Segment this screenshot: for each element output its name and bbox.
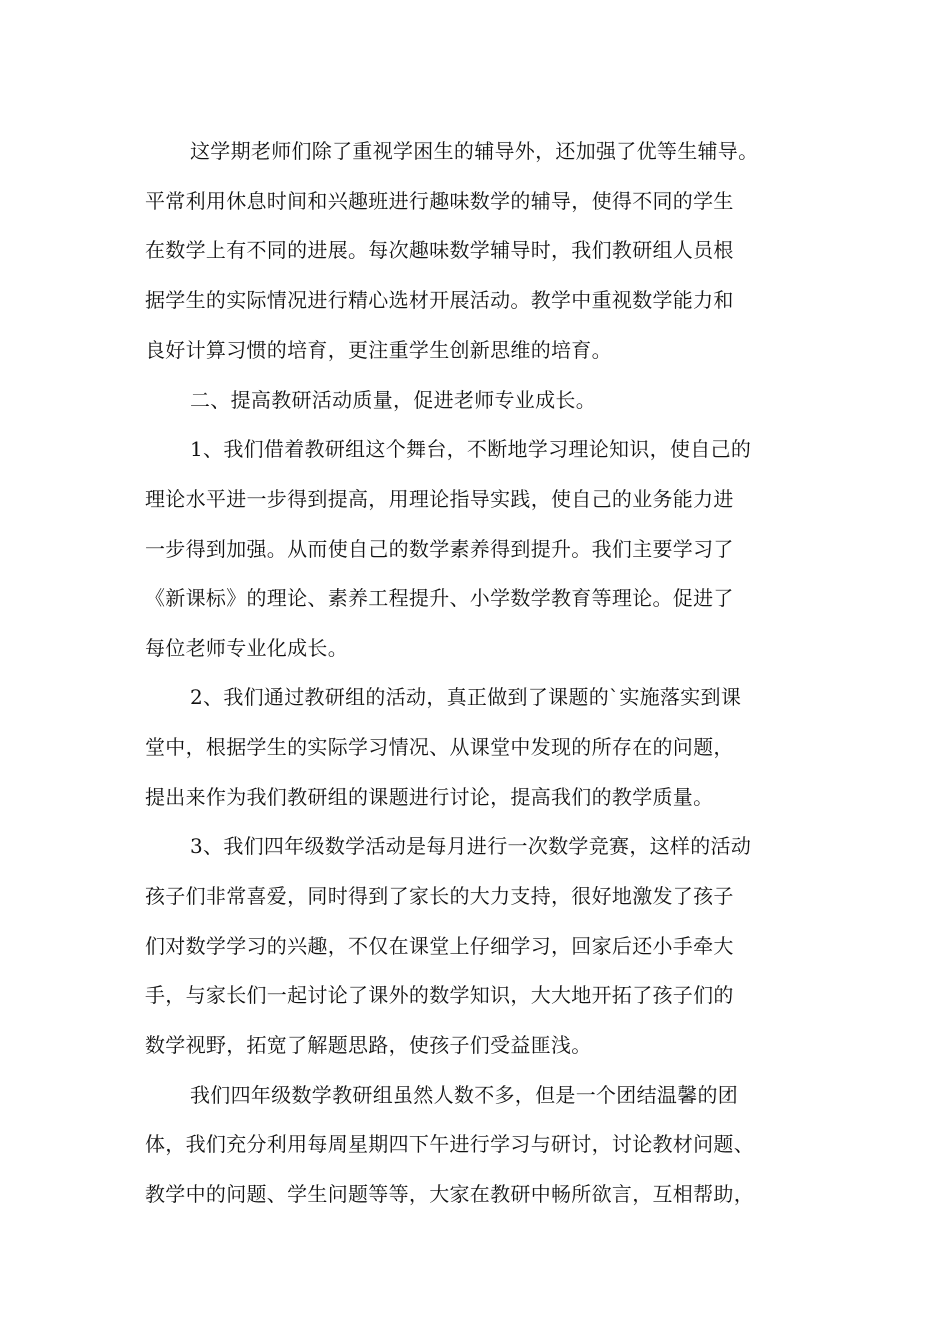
text-line: 一步得到加强。从而使自己的数学素养得到提升。我们主要学习了 <box>145 537 734 561</box>
text-line: 这学期老师们除了重视学困生的辅导外，还加强了优等生辅导。 <box>190 139 759 163</box>
section-heading: 二、提高教研活动质量，促进老师专业成长。 <box>190 388 596 412</box>
text-line: 2、我们通过教研组的活动，真正做到了课题的`实施落实到课 <box>190 685 742 709</box>
text-line: 们对数学学习的兴趣，不仅在课堂上仔细学习，回家后还小手牵大 <box>145 934 734 958</box>
text-line: 平常利用休息时间和兴趣班进行趣味数学的辅导，使得不同的学生 <box>145 189 734 213</box>
text-line: 良好计算习惯的培育，更注重学生创新思维的培育。 <box>145 338 612 362</box>
text-line: 1、我们借着教研组这个舞台，不断地学习理论知识，使自己的 <box>190 437 752 461</box>
text-line: 教学中的问题、学生问题等等，大家在教研中畅所欲言，互相帮助， <box>145 1182 754 1206</box>
text-line: 理论水平进一步得到提高，用理论指导实践，使自己的业务能力进 <box>145 487 734 511</box>
text-line: 据学生的实际情况进行精心选材开展活动。教学中重视数学能力和 <box>145 288 734 312</box>
text-line: 手，与家长们一起讨论了课外的数学知识，大大地开拓了孩子们的 <box>145 983 734 1007</box>
text-line: 数学视野，拓宽了解题思路，使孩子们受益匪浅。 <box>145 1033 592 1057</box>
text-line: 我们四年级数学教研组虽然人数不多，但是一个团结温馨的团 <box>190 1083 739 1107</box>
text-line: 在数学上有不同的进展。每次趣味数学辅导时，我们教研组人员根 <box>145 238 734 262</box>
text-line: 《新课标》的理论、素养工程提升、小学数学教育等理论。促进了 <box>145 586 734 610</box>
text-line: 每位老师专业化成长。 <box>145 636 348 660</box>
text-line: 孩子们非常喜爱，同时得到了家长的大力支持，很好地激发了孩子 <box>145 884 734 908</box>
text-line: 提出来作为我们教研组的课题进行讨论，提高我们的教学质量。 <box>145 785 714 809</box>
text-line: 堂中，根据学生的实际学习情况、从课堂中发现的所存在的问题， <box>145 735 734 759</box>
text-line: 体，我们充分利用每周星期四下午进行学习与研讨，讨论教材问题、 <box>145 1132 754 1156</box>
text-line: 3、我们四年级数学活动是每月进行一次数学竞赛，这样的活动 <box>190 834 752 858</box>
